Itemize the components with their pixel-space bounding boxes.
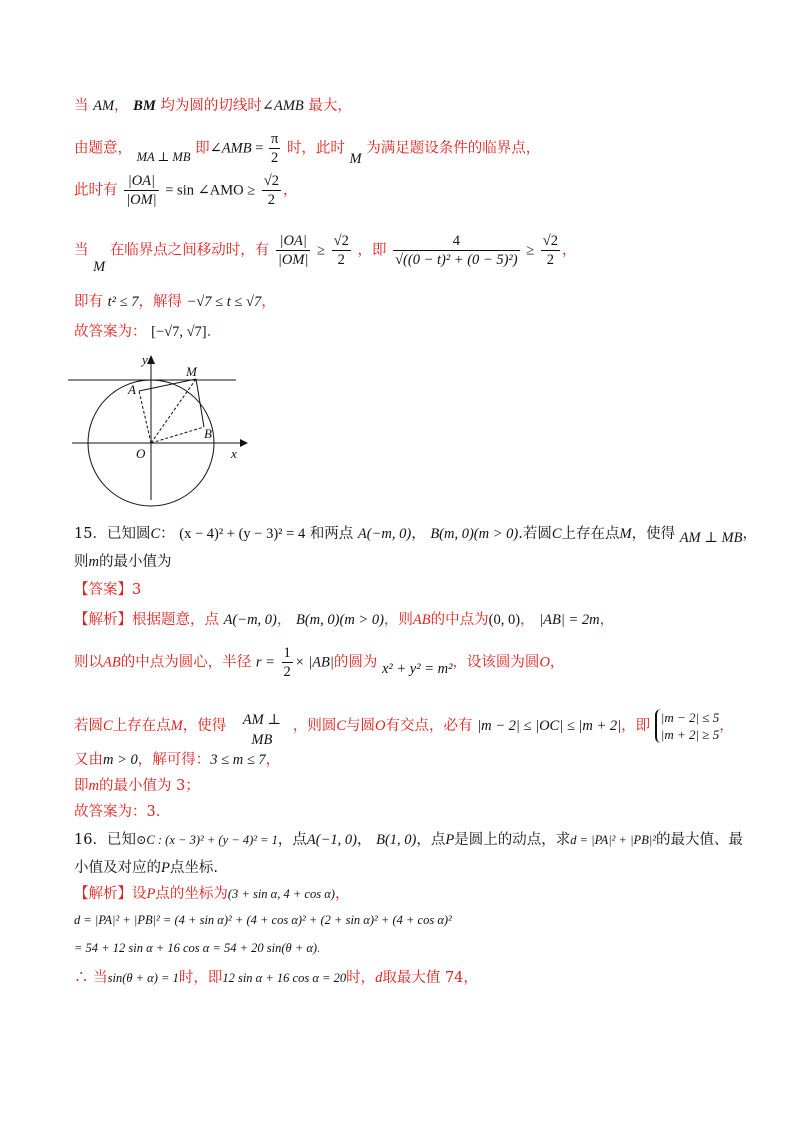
text: ， — [599, 612, 615, 628]
text: . — [317, 941, 321, 955]
text: 则 — [74, 554, 89, 570]
q16-analysis-4 — [74, 968, 760, 988]
text: 上存在点 — [112, 718, 171, 734]
math-cond: AM ⊥ MB — [679, 530, 743, 546]
math: |AB| = 2m — [539, 612, 600, 628]
label-o: O — [136, 446, 146, 461]
math-answer: [−√7, √7] — [151, 324, 207, 340]
math-perp: MA ⊥ MB — [136, 149, 191, 164]
text: 则以 — [74, 654, 103, 671]
math-eq: (x − 4)² + (y − 3)² = 4 — [179, 526, 306, 542]
math-range: −√7 ≤ t ≤ √7 — [186, 294, 262, 310]
q16-analysis-2: d = |PA|² + |PB|² = (4 + sin α)² + (4 + cos α)² + (2 + sin α)² + (4 + cos α)² — [74, 913, 452, 927]
text: ， — [742, 526, 757, 542]
text: 的中点为圆心，半径 — [120, 654, 252, 671]
text: 时， — [346, 970, 376, 986]
text: 取最大值 74， — [382, 970, 478, 986]
math-m: M — [93, 258, 106, 275]
den: 2 — [546, 252, 555, 268]
fraction-half — [282, 644, 293, 681]
q16-stem-line-2 — [74, 858, 760, 878]
line-2: 由题意， MA ⊥ MB 即∠AMB = $\frac{\pi}{2}$ 时，此时 M 为满足题设条件的临界点， — [74, 131, 541, 167]
math: M — [170, 718, 183, 734]
math: m — [88, 554, 99, 570]
segment-ob — [151, 427, 204, 443]
math: |m − 2| ≤ |OC| ≤ |m + 2| — [477, 718, 622, 734]
num: 4 — [393, 232, 520, 251]
math: × |AB| — [294, 654, 334, 671]
math: A(−1, 0) — [306, 832, 357, 848]
q15-stem-line-1: 15．已知圆C： (x − 4)² + (y − 3)² = 4 和两点 A(−m, 0)， B(m, 0)(m > 0).若圆C上存在点M，使得 AM ⊥ MB， — [74, 526, 757, 546]
den: √((0 − t)² + (0 − 5)²) — [395, 252, 518, 268]
q16-stem-line-1 — [74, 830, 760, 850]
line-1 — [74, 96, 760, 116]
text: 与圆 — [346, 718, 376, 734]
geometry-figure — [68, 350, 258, 508]
segment-om — [151, 379, 196, 443]
math: A(−m, 0) — [223, 612, 277, 628]
segment-mb — [196, 379, 204, 427]
math: 12 sin α + 16 cos α = 20 — [222, 971, 347, 985]
text: 的最小值为 3； — [98, 778, 200, 794]
fraction-distance — [393, 232, 520, 269]
text: ， — [719, 718, 734, 734]
segment-am — [139, 379, 196, 391]
text: 点坐标. — [169, 860, 218, 876]
text: 有交点，必有 — [385, 718, 473, 734]
text: 时，即 — [178, 970, 223, 986]
text: . — [206, 324, 212, 340]
math: 3 ≤ m ≤ 7 — [210, 752, 266, 768]
math: = 54 + 12 sin α + 16 cos α = 54 + 20 sin(θ + α) — [74, 941, 318, 955]
text: 故答案为：3. — [74, 804, 161, 820]
math: |m − 2| ≤ 5 — [660, 710, 720, 725]
math: B(1, 0) — [376, 832, 417, 848]
text: 根据题意，点 — [132, 612, 219, 628]
text: ，点 — [277, 832, 307, 848]
label-x: x — [231, 446, 237, 461]
text: 的圆为 — [333, 654, 378, 671]
text: ， — [265, 752, 281, 768]
math: sin(θ + α) = 1 — [107, 971, 179, 985]
text: ， — [114, 98, 129, 114]
math-am: AM — [93, 98, 115, 114]
math: r = — [255, 654, 275, 671]
q15-answer — [74, 580, 760, 600]
text: 即有 — [74, 294, 103, 310]
math-geq: ≥ — [317, 242, 326, 259]
line-6 — [74, 322, 760, 342]
text: ， — [356, 832, 372, 848]
text: ，则圆 — [292, 718, 337, 734]
text: ， — [334, 886, 350, 902]
fraction-oa-om — [124, 172, 159, 209]
text: ∴ 当 — [74, 970, 108, 986]
analysis-label: 【解析】 — [74, 886, 132, 902]
math-geq: ≥ — [526, 242, 535, 259]
text: 此时有 — [74, 182, 118, 199]
answer-label: 【答案】 — [74, 582, 132, 598]
math: P — [445, 832, 455, 848]
text: 若圆 — [74, 718, 103, 734]
text: 在临界点之间移动时，有 — [109, 242, 270, 259]
num: |OA| — [124, 172, 159, 191]
text: 均为圆的切线时 — [160, 98, 262, 114]
math: m > 0 — [103, 752, 138, 768]
num: 1 — [283, 645, 291, 661]
text: 是圆上的动点，求 — [454, 832, 571, 848]
label-y: y — [142, 352, 148, 367]
math: AM ⊥ MB — [242, 712, 281, 748]
line-3 — [74, 172, 760, 212]
answer-value: 3 — [132, 582, 142, 598]
den: |OM| — [277, 252, 309, 268]
q15-analysis-2 — [74, 644, 760, 684]
num: √2 — [263, 173, 279, 189]
text: ，即 — [357, 242, 387, 259]
fraction-oa-om — [276, 232, 311, 269]
text: 16．已知 — [74, 832, 136, 848]
math: C — [551, 526, 562, 542]
math: ⊙C : (x − 3)² + (y − 4)² = 1 — [135, 833, 278, 847]
text: 时，此时 — [286, 140, 345, 157]
text: ， — [276, 612, 292, 628]
math: (0, 0) — [488, 612, 521, 628]
num: √2 — [333, 233, 349, 249]
label-a: A — [128, 382, 136, 397]
text: 小值及对应的 — [74, 860, 161, 876]
text: 故答案为： — [74, 324, 147, 340]
text: ，解得 — [138, 294, 182, 310]
math-angle: ∠AMB — [261, 98, 304, 114]
analysis-label: 【解析】 — [74, 612, 132, 628]
math: C — [103, 718, 113, 734]
math: |m + 2| ≥ 5 — [660, 727, 720, 742]
text: ，则 — [383, 612, 413, 628]
text: 由题意， — [74, 140, 132, 157]
num: √2 — [542, 233, 558, 249]
math: d = |PA|² + |PB|² — [570, 833, 657, 847]
fraction-pi-2 — [269, 130, 280, 167]
math: AB — [103, 654, 121, 671]
math: P — [146, 886, 156, 902]
text: ， — [520, 612, 535, 628]
text: 即 — [74, 778, 89, 794]
math: B(m, 0)(m > 0) — [296, 612, 384, 628]
text: ，即 — [621, 718, 651, 734]
math: d — [375, 970, 383, 986]
text: ，使得 — [182, 718, 227, 734]
line-5 — [74, 292, 760, 312]
text: .若圆 — [518, 526, 552, 542]
text: ： — [160, 526, 175, 542]
math: x² + y² = m² — [381, 660, 453, 677]
text: 点的坐标为 — [155, 886, 228, 902]
q15-analysis-6 — [74, 802, 760, 822]
math-angle: ∠AMB — [209, 140, 252, 157]
fraction-sqrt2-2 — [262, 172, 281, 209]
q15-analysis-4 — [74, 750, 760, 770]
math-t2: t² ≤ 7 — [107, 294, 139, 310]
label-b: B — [204, 426, 212, 441]
text: 又由 — [74, 752, 103, 768]
math-bm: BM — [133, 98, 156, 114]
text: ， — [549, 654, 565, 671]
line-4 — [74, 232, 760, 280]
q15-analysis-3: 若圆C上存在点M，使得 AM ⊥ MB，则圆C与圆O有交点，必有 |m − 2| ≤ |OC| ≤ |m + 2|，即 |m − 2| ≤ 5 |m + 2| ≥ 5 ， — [74, 710, 734, 748]
text: 的最小值为 — [98, 554, 172, 570]
math-b: B(m, 0)(m > 0) — [430, 526, 519, 542]
q15-stem-line-2 — [74, 552, 760, 572]
math-m: M — [349, 150, 362, 167]
text: 15．已知圆 — [74, 526, 151, 542]
text: 当 — [74, 242, 89, 259]
math-a: A(−m, 0) — [357, 526, 412, 542]
text: 的最大值、最 — [656, 832, 744, 848]
q15-analysis-1 — [74, 610, 760, 630]
x-axis-arrow — [240, 439, 248, 447]
q15-analysis-5 — [74, 776, 760, 796]
math: (3 + sin α, 4 + cos α) — [227, 887, 335, 901]
den: 2 — [337, 252, 345, 268]
text: 最大， — [308, 98, 352, 114]
text: 设 — [132, 886, 147, 902]
text: ， — [283, 182, 298, 199]
text: ，设该圆为圆 — [452, 654, 540, 671]
text: 即 — [195, 140, 210, 157]
math: P — [161, 860, 170, 876]
text: ， — [411, 526, 426, 542]
den: 2 — [283, 664, 291, 680]
math: C — [150, 526, 161, 542]
fraction-sqrt2-2 — [332, 232, 351, 269]
math: m — [88, 778, 99, 794]
text: 上存在点 — [561, 526, 620, 542]
fraction-sqrt2-2 — [541, 232, 560, 269]
den: 2 — [271, 150, 279, 166]
y-axis-arrow — [147, 355, 155, 364]
den: 2 — [267, 192, 276, 208]
label-m: M — [186, 364, 197, 379]
math: O — [539, 654, 550, 671]
text: ，点 — [416, 832, 446, 848]
text: 和两点 — [309, 526, 354, 542]
math: AB — [412, 612, 431, 628]
text: ，使得 — [631, 526, 676, 542]
num: |OA| — [276, 232, 311, 251]
system-of-inequalities — [655, 709, 719, 743]
text: ，解可得： — [137, 752, 211, 768]
text: ， — [261, 294, 276, 310]
text: ， — [562, 242, 577, 259]
q16-analysis-1 — [74, 884, 760, 904]
text: 当 — [74, 98, 89, 114]
num: π — [271, 131, 279, 147]
text: 为满足题设条件的临界点， — [366, 140, 541, 157]
segment-oa — [139, 391, 151, 443]
q16-analysis-3 — [74, 938, 760, 958]
text: 的中点为 — [430, 612, 489, 628]
den: |OM| — [126, 192, 157, 208]
math-sin: = sin ∠AMO ≥ — [165, 182, 256, 199]
